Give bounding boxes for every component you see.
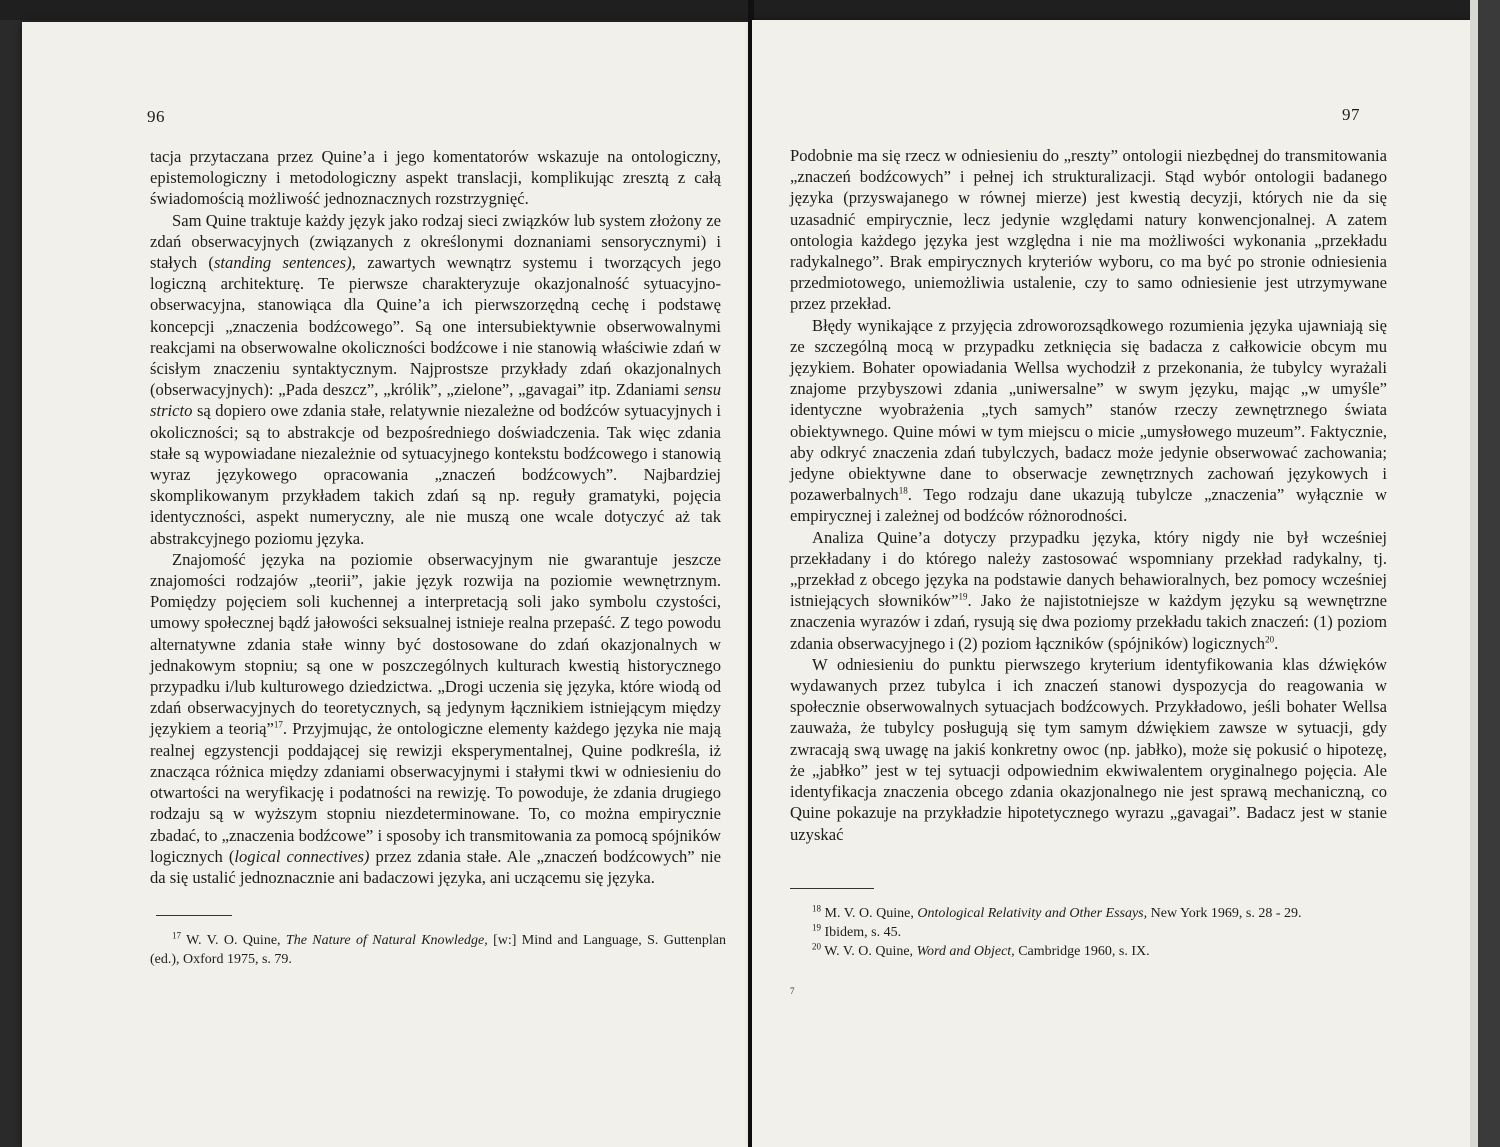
text-run: . Przyjmując, że ontologiczne elementy każdego języka nie mają realnej egzystencji poddającej się rewizji eksperymentalnej, Quine podkreśla, iż znacząca różnica między zdaniami obserwacyjnymi i stałymi tkwi w odniesieniu do otwartości na weryfikację i podatności na rewizję. To powoduje, że zdania drugiego rodzaju są w wyższym stopniu niezdeterminowane. To, co można empirycznie zbadać, to „znaczenia bodźcowe” i sposoby ich transmitowania za pomocą spójników logicznych ( — [150, 719, 721, 866]
paragraph — [150, 549, 721, 888]
left-page-number: 96 — [147, 107, 165, 126]
footnote-ref: 18 — [898, 485, 908, 496]
text-run: Znajomość języka na poziomie obserwacyjnym nie gwarantuje jeszcze znajomości rodzajów „teorii”, jakie język rozwija na poziomie wewnętrznym. Pomiędzy pojęciem soli kuchennej a interpretacją soli jako symbolu czystości, umowy społecznej bądź jałowości seksualnej istnieje realna przepaść. Z tego powodu alternatywne zdania stałe winny być dostosowane do zdań okazjonalnych w jednakowym stopniu; są one w poszczególnych kulturach kwestią historycznego przypadku i/lub kulturowego dziedzictwa. „Drogi uczenia się języka, które wiodą od zdań obserwacyjnych do teoretycznych, są jedynym łącznikiem istniejącym między językiem a teorią” — [150, 549, 721, 739]
text-run: W. V. O. Quine, — [821, 944, 917, 959]
text-run: Podobnie ma się rzecz w odniesieniu do „reszty” ontologii niezbędnej do transmitowania „znaczeń bodźcowych” i pełnej ich strukturalizacji. Stąd wybór ontologii badanego języka (przyswajanego w równej mierze) jest kwestią decyzji, których nie da się uzasadnić empirycznie, lecz jedynie względami natury konwencjonalnej. A zatem ontologia każdego języka jest względna i nie ma możliwości wykonania „przekładu radykalnego”. Brak empirycznych kryteriów wyboru, co ma być po stronie odniesienia przedmiotowego, uniemożliwia ustalenie, czy to samo odniesienie jest utrzymywane przez przekład. — [790, 146, 1387, 314]
right-page — [752, 20, 1470, 1147]
italic-text: sensu stricto — [150, 380, 721, 421]
scan-right-edge — [1478, 0, 1500, 1147]
text-run: zawartych wewnątrz systemu i tworzących jego logiczną architekturę. Te pierwsze charakteryzuje okazjonalność sytuacyjno-obserwacyjna, stanowiąca dla Quine’a ich pierwszorzędną cechę i podstawę koncepcji „znaczenia bodźcowego”. Są one intersubiektywnie obserwowalnymi reakcjami na obserwowalne okoliczności bodźcowe i nie stanowią właściwie zdań w ścisłym znaczeniu syntaktycznym. Najprostsze przykłady zdań okazjonalnych (obserwacyjnych): „Pada deszcz”, „królik”, „zielone”, „gavagai” itp. Zdaniami — [150, 253, 721, 400]
footnote-ref: 17 — [172, 930, 181, 941]
text-run: New York 1969, s. 28 - 29. — [1147, 906, 1302, 921]
paragraph — [150, 146, 721, 210]
text-run: Błędy wynikające z przyjęcia zdroworozsądkowego rozumienia języka ujawniają się ze szczególną mocą w przypadku zetknięcia się badacza z całkowicie obcym mu językiem. Bohater opowiadania Wellsa wychodził z przekonania, że tubylcy wyrażali znajome przybyszowi zdania „uniwersalne” w swym języku, mając „w umyśle” identyczne wyobrażenia „tych samych” stanów rzeczy zewnętrznego świata obiektywnego. Quine mówi w tym miejscu o micie „umysłowego muzeum”. Faktycznie, aby odkryć znaczenia zdań tubylczych, badacz może jedynie obserwować zachowania; jedyne obiektywne dane to obserwacje zewnętrznych zachowań językowych i pozawerbalnych — [790, 315, 1387, 505]
text-run: W odniesieniu do punktu pierwszego kryterium identyfikowania klas dźwięków wydawanych przez tubylca i ich znaczeń stanowi dyspozycja do reagowania w społecznie obserwowalnych sytuacjach bodźcowych. Przykładowo, jeśli bohater Wellsa zauważa, że tubylcy posługują się tym samym dźwiękiem zawsze w sytuacji, gdy zwracają swą uwagę na jakiś konkretny owoc (np. jabłko), może się pokusić o hipotezę, że „jabłko” jest w tej sytuacji odpowiednim ekwiwalentem oryginalnego pojęcia. Ale identyfikacja znaczenia obcego zdania okazjonalnego nie jest sprawą mechaniczną, co Quine pokazuje na przykładzie hipotetycznego wyrazu „gavagai”. Badacz jest w stanie uzyskać — [790, 654, 1387, 844]
right-page-body — [790, 145, 1387, 845]
footnote — [812, 904, 1412, 923]
footnote — [812, 942, 1412, 961]
footnote-rule — [156, 915, 232, 916]
left-footnotes — [150, 931, 726, 969]
text-run: Cambridge 1960, s. IX. — [1014, 944, 1150, 959]
text-run: przez zdania stałe. Ale „znaczeń bodźcowych” nie da się ustalić jednoznacznie ani badaczowi języka, ani uczącemu się języka. — [150, 846, 721, 887]
paragraph — [150, 210, 721, 549]
italic-text: logical connectives) — [234, 846, 370, 866]
signature-mark: 7 — [790, 986, 795, 996]
paragraph — [790, 527, 1387, 654]
text-run: . Tego rodzaju dane ukazują tubylcze „znaczenia” wyłącznie w empirycznej i zależnej od bodźców różnorodności. — [790, 485, 1387, 526]
right-page-number: 97 — [1342, 105, 1360, 124]
text-run: Ibidem, s. 45. — [821, 925, 902, 940]
footnote — [150, 931, 726, 969]
text-run: . Jako że najistotniejsze w każdym języku są wewnętrzne znaczenia wyrazów i zdań, rysują się dwa poziomy przekładu takich znaczeń: (1) poziom zdania obserwacyjnego i (2) poziom łączników (spójników) logicznych — [790, 591, 1387, 653]
right-footnotes — [812, 904, 1412, 961]
text-run: Sam Quine traktuje każdy język jako rodzaj sieci związków lub system złożony ze zdań obserwacyjnych (związanych z określonymi doznaniami sensorycznymi) i stałych ( — [150, 210, 721, 273]
text-run: W. V. O. Quine, — [181, 933, 286, 948]
left-page — [22, 22, 750, 1147]
footnote-ref: 19 — [958, 591, 968, 602]
text-run: Analiza Quine’a dotyczy przypadku języka, który nigdy nie był wcześniej przekładany i do którego należy zastosować wspomniany przekład radykalny, tj. „przekład z obcego języka na podstawie danych behawioralnych, bez pomocy wcześniej istniejących słowników” — [790, 527, 1387, 611]
footnote-ref: 19 — [812, 922, 821, 933]
italic-text: The Nature of Natural Knowledge, — [285, 933, 488, 948]
footnote-rule — [790, 888, 874, 889]
text-run: [w:] Mind and Language, S. Guttenplan (ed.), Oxford 1975, s. 79. — [150, 933, 727, 967]
italic-text: Word and Object, — [916, 944, 1015, 959]
paragraph — [790, 315, 1387, 527]
footnote-ref: 20 — [1265, 634, 1275, 645]
paragraph — [790, 145, 1387, 315]
paragraph — [790, 654, 1387, 845]
footnote-ref: 20 — [812, 941, 821, 952]
text-run: . — [1274, 633, 1279, 653]
italic-text: Ontological Relativity and Other Essays, — [917, 906, 1148, 921]
left-page-body — [150, 146, 721, 888]
footnote-ref: 17 — [273, 719, 283, 730]
italic-text: standing sentences), — [213, 253, 356, 273]
text-run: M. V. O. Quine, — [821, 906, 918, 921]
text-run: są dopiero owe zdania stałe, relatywnie niezależne od bodźców sytuacyjnych i okoliczności; są to abstrakcje od bezpośredniego doświadczenia. Tak więc zdania stałe są wypowiadane niezależnie od sytuacyjnego kontekstu bodźcowego i stanowią wyraz językowego opracowania „znaczeń bodźcowych”. Najbardziej skomplikowanym przykładem takich zdań są np. reguły gramatyki, pojęcia identyczności, aspekt numeryczny, ale nie muszą one wcale dotyczyć aż tak abstrakcyjnego poziomu języka. — [150, 401, 721, 548]
footnote — [812, 923, 1412, 942]
footnote-ref: 18 — [812, 903, 821, 914]
text-run: tacja przytaczana przez Quine’a i jego komentatorów wskazuje na ontologiczny, epistemologiczny i metodologiczny aspekt translacji, komplikując zresztą z całą świadomością możliwość jednoznacznych rozstrzygnięć. — [150, 147, 721, 209]
